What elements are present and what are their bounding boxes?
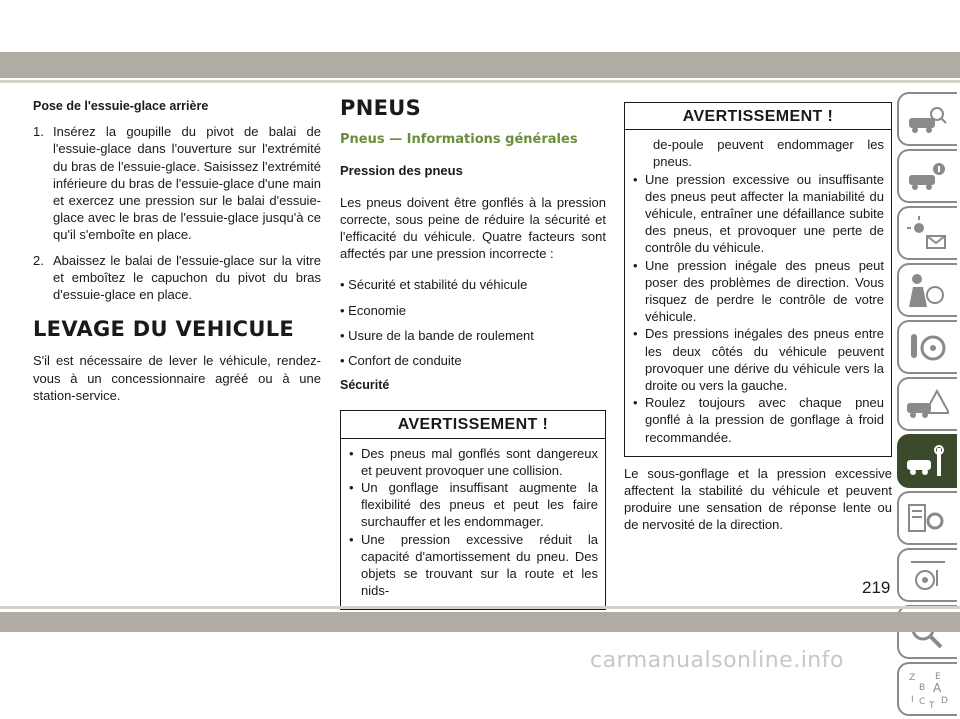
warning-item: • Une pression inégale des pneus peut poser des problèmes de direction. Vous risquez de perdre le contrôle de votre véhicule. (633, 257, 884, 325)
warning-item: • Roulez toujours avec chaque pneu gonflé à la pression de gonflage à froid recommandée. (633, 395, 884, 445)
warning-text: Roulez toujours avec chaque pneu gonflé à la pression de gonflage à froid recommandée. (645, 395, 884, 445)
step-number: 2. (33, 252, 44, 268)
warning-title: AVERTISSEMENT ! (625, 103, 891, 130)
tab-settings-list[interactable] (897, 491, 957, 545)
footer-rule (0, 606, 960, 609)
warning-item: • Des pressions inégales des pneus entre les deux côtés du véhicule peuvent provoquer une dérive du véhicule vers la droite ou vers la gauche. (633, 326, 884, 394)
warning-box-continued (624, 102, 892, 457)
bullet-item: • Economie (340, 302, 406, 318)
heading-vehicle-lift: LEVAGE DU VEHICULE (33, 317, 295, 342)
top-margin (0, 0, 960, 50)
index-letter: Z (909, 673, 916, 683)
subheading-tires-general: Pneus — Informations générales (340, 132, 578, 148)
warning-body (341, 439, 605, 610)
warning-box (340, 410, 606, 610)
warning-body (625, 130, 891, 456)
car-warning-icon (905, 385, 949, 425)
music-nav-icon (905, 556, 949, 596)
tab-car-warning[interactable] (897, 377, 957, 431)
step-text: Abaissez le balai de l'essuie-glace sur la vitre et emboîtez le capuchon du pivot du bras d'essuie-glace en place. (53, 252, 321, 303)
heading-tires: PNEUS (340, 96, 421, 120)
subheading-rear-wiper: Pose de l'essuie-glace arrière (33, 99, 209, 113)
step-number: 1. (33, 124, 44, 140)
tab-warning-lights[interactable] (897, 206, 957, 260)
index-letter: B (919, 683, 926, 693)
seatbelt-airbag-icon (905, 271, 949, 311)
warning-text: Une pression excessive réduit la capacité d'amortissement du pneu. Des objets se trouvant sur la route et les nids- (361, 531, 598, 599)
footer-band (0, 612, 960, 632)
header-rule (0, 80, 960, 83)
tab-car-tools[interactable] (897, 434, 957, 488)
car-info-icon (905, 157, 949, 197)
index-letter: C (919, 697, 926, 707)
car-search-icon (905, 100, 949, 140)
warning-text: Des pneus mal gonflés sont dangereux et peuvent provoquer une collision. (361, 445, 598, 478)
tab-seatbelt-airbag[interactable] (897, 263, 957, 317)
index-letter: I (911, 695, 914, 705)
column-2 (340, 96, 606, 610)
bullet-item: • Confort de conduite (340, 353, 462, 369)
paragraph-tire-pressure: Les pneus doivent être gonflés à la pression correcte, sous peine de réduire la sécurité et l'efficacité du véhicule. Quatre facteurs sont affectés par une pression incorrecte : (340, 194, 606, 262)
header-band (0, 52, 960, 78)
warning-item: • Une pression excessive ou insuffisante des pneus peut affecter la maniabilité du véhicule, entraîner une défaillance subite des pneus, et provoquer une perte de contrôle du véhicule. (633, 171, 884, 256)
warning-item: • Un gonflage insuffisant augmente la flexibilité des pneus et peut les faire surchauffer et les endommager. (349, 480, 598, 530)
warning-continued-text: de-poule peuvent endommager les pneus. (653, 137, 884, 170)
steering-wheel-icon (905, 328, 949, 368)
page-number: 219 (862, 578, 891, 597)
watermark: carmanualsonline.info (590, 648, 844, 673)
column-3 (624, 102, 892, 534)
warning-item: • Des pneus mal gonflés sont dangereux et peuvent provoquer une collision. (349, 445, 598, 478)
step-text: Insérez la goupille du pivot de balai de l'essuie-glace dans l'ouverture sur l'extrémité du bras de l'essuie-glace. Saisissez l'extrémité inférieure du bras de l'essuie-glace d'une main et exercez une pression sur le balai d'essuie-glace avec le bras de l'essuie-glace jusqu'à ce qu'il s'emboîte en place. (53, 124, 322, 243)
warning-title: AVERTISSEMENT ! (341, 411, 605, 438)
index-letters-icon (905, 670, 949, 710)
warning-text: Une pression inégale des pneus peut poser des problèmes de direction. Vous risquez de perdre le contrôle de votre véhicule. (645, 257, 884, 325)
tab-index[interactable] (897, 662, 957, 716)
tab-car-info[interactable] (897, 149, 957, 203)
subheading-tire-pressure: Pression des pneus (340, 163, 463, 179)
bullet-item: • Usure de la bande de roulement (340, 327, 534, 343)
column-1 (33, 96, 321, 404)
warning-text: Des pressions inégales des pneus entre les deux côtés du véhicule peuvent provoquer une dérive du véhicule vers la droite ou vers la gauche. (645, 326, 884, 394)
warning-text: Un gonflage insuffisant augmente la flexibilité des pneus et peut les faire surchauffer et les endommager. (361, 480, 598, 530)
warning-text: Une pression excessive ou insuffisante des pneus peut affecter la maniabilité du véhicule, entraîner une défaillance subite des pneus, et provoquer une perte de contrôle du véhicule. (645, 171, 884, 256)
tab-steering[interactable] (897, 320, 957, 374)
settings-list-icon (905, 499, 949, 539)
warning-item: • Une pression excessive réduit la capacité d'amortissement du pneu. Des objets se trouvant sur la route et les nids- (349, 531, 598, 599)
label-safety: Sécurité (340, 378, 390, 393)
car-tools-icon (905, 442, 949, 482)
step-1 (33, 123, 321, 243)
index-letter: E (935, 672, 941, 682)
tab-car-search[interactable] (897, 92, 957, 146)
bullet-item: • Sécurité et stabilité du véhicule (340, 277, 528, 293)
tab-music-nav[interactable] (897, 548, 957, 602)
step-2 (33, 252, 321, 304)
index-letter: D (941, 696, 948, 706)
warning-lights-icon (905, 214, 949, 254)
paragraph-underinflation: Le sous-gonflage et la pression excessive affectent la stabilité du véhicule et peuvent produire une sensation de réponse lente ou de nervosité de la direction. (624, 465, 892, 533)
index-letter: T (929, 701, 935, 710)
paragraph-vehicle-lift: S'il est nécessaire de lever le véhicule, rendez-vous à un concessionnaire agréé ou à une station-service. (33, 353, 321, 403)
index-letter: A (933, 681, 942, 695)
